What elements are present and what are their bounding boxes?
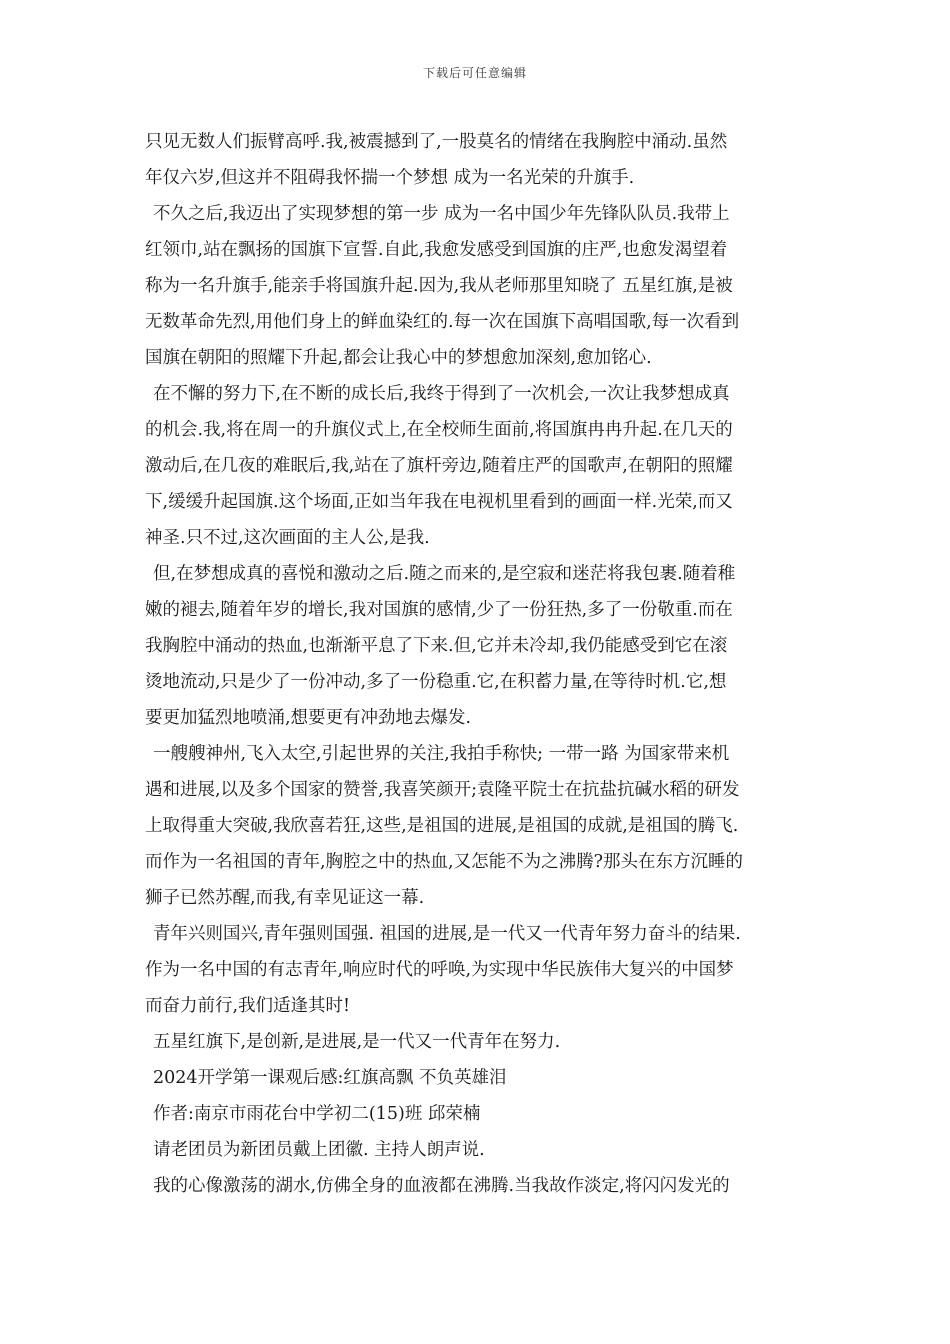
- text-line: 神圣.只不过,这次画面的主人公,是我.: [145, 528, 430, 548]
- text-line: 而奋力前行,我们适逢其时!: [145, 996, 351, 1016]
- text-line: 年仅六岁,但这并不阻碍我怀揣一个梦想 成为一名光荣的升旗手.: [145, 168, 635, 188]
- document-body: [145, 124, 810, 1204]
- text-line: 只见无数人们振臂高呼.我,被震撼到了,一股莫名的情绪在我胸腔中涌动.虽然: [145, 132, 728, 152]
- text-line: 但,在梦想成真的喜悦和激动之后.随之而来的,是空寂和迷茫将我包裹.随着稚: [153, 564, 736, 584]
- text-line: 而作为一名祖国的青年,胸腔之中的热血,又怎能不为之沸腾?那头在东方沉睡的: [145, 852, 744, 872]
- text-line: 青年兴则国兴,青年强则国强. 祖国的进展,是一代又一代青年努力奋斗的结果.: [153, 924, 741, 944]
- text-line: 五星红旗下,是创新,是进展,是一代又一代青年在努力.: [153, 1032, 561, 1052]
- text-line: 作为一名中国的有志青年,响应时代的呼唤,为实现中华民族伟大复兴的中国梦: [145, 960, 734, 980]
- text-line: 激动后,在几夜的难眠后,我,站在了旗杆旁边,随着庄严的国歌声,在朝阳的照耀: [145, 456, 733, 476]
- text-line: 请老团员为新团员戴上团徽. 主持人朗声说.: [153, 1140, 485, 1160]
- text-line: 称为一名升旗手,能亲手将国旗升起.因为,我从老师那里知晓了 五星红旗,是被: [145, 276, 733, 296]
- text-line: 狮子已然苏醒,而我,有幸见证这一幕.: [145, 888, 425, 908]
- text-line: 下,缓缓升起国旗.这个场面,正如当年我在电视机里看到的画面一样.光荣,而又: [145, 492, 733, 512]
- text-line: 国旗在朝阳的照耀下升起,都会让我心中的梦想愈加深刻,愈加铭心.: [145, 348, 652, 368]
- page-header: 下载后可任意编辑: [422, 66, 527, 80]
- text-line: 烫地流动,只是少了一份冲动,多了一份稳重.它,在积蓄力量,在等待时机.它,想: [145, 672, 727, 692]
- text-line: 要更加猛烈地喷涌,想要更有冲劲地去爆发.: [145, 708, 472, 728]
- text-line: 嫩的褪去,随着年岁的增长,我对国旗的感情,少了一份狂热,多了一份敬重.而在: [145, 600, 733, 620]
- text-line: 我胸腔中涌动的热血,也渐渐平息了下来.但,它并未冷却,我仍能感受到它在滚: [145, 636, 728, 656]
- text-line: 红领巾,站在飘扬的国旗下宣誓.自此,我愈发感受到国旗的庄严,也愈发渴望着: [145, 240, 728, 260]
- text-line: 遇和进展,以及多个国家的赞誉,我喜笑颜开;袁隆平院士在抗盐抗碱水稻的研发: [145, 780, 740, 800]
- text-line: 上取得重大突破,我欣喜若狂,这些,是祖国的进展,是祖国的成就,是祖国的腾飞.: [145, 816, 739, 836]
- text-line: 我的心像激荡的湖水,仿佛全身的血液都在沸腾.当我故作淡定,将闪闪发光的: [153, 1176, 730, 1196]
- text-line: 不久之后,我迈出了实现梦想的第一步 成为一名中国少年先锋队队员.我带上: [153, 204, 730, 224]
- text-line: 作者:南京市雨花台中学初二(15)班 邱荣楠: [153, 1104, 481, 1124]
- text-line: 的机会.我,将在周一的升旗仪式上,在全校师生面前,将国旗冉冉升起.在几天的: [145, 420, 733, 440]
- text-line: 一艘艘神州,飞入太空,引起世界的关注,我拍手称快; 一带一路 为国家带来机: [153, 744, 730, 764]
- text-line: 在不懈的努力下,在不断的成长后,我终于得到了一次机会,一次让我梦想成真: [153, 384, 730, 404]
- text-line: 无数革命先烈,用他们身上的鲜血染红的.每一次在国旗下高唱国歌,每一次看到: [145, 312, 740, 332]
- text-line: 2024开学第一课观后感:红旗高飘 不负英雄泪: [153, 1068, 507, 1088]
